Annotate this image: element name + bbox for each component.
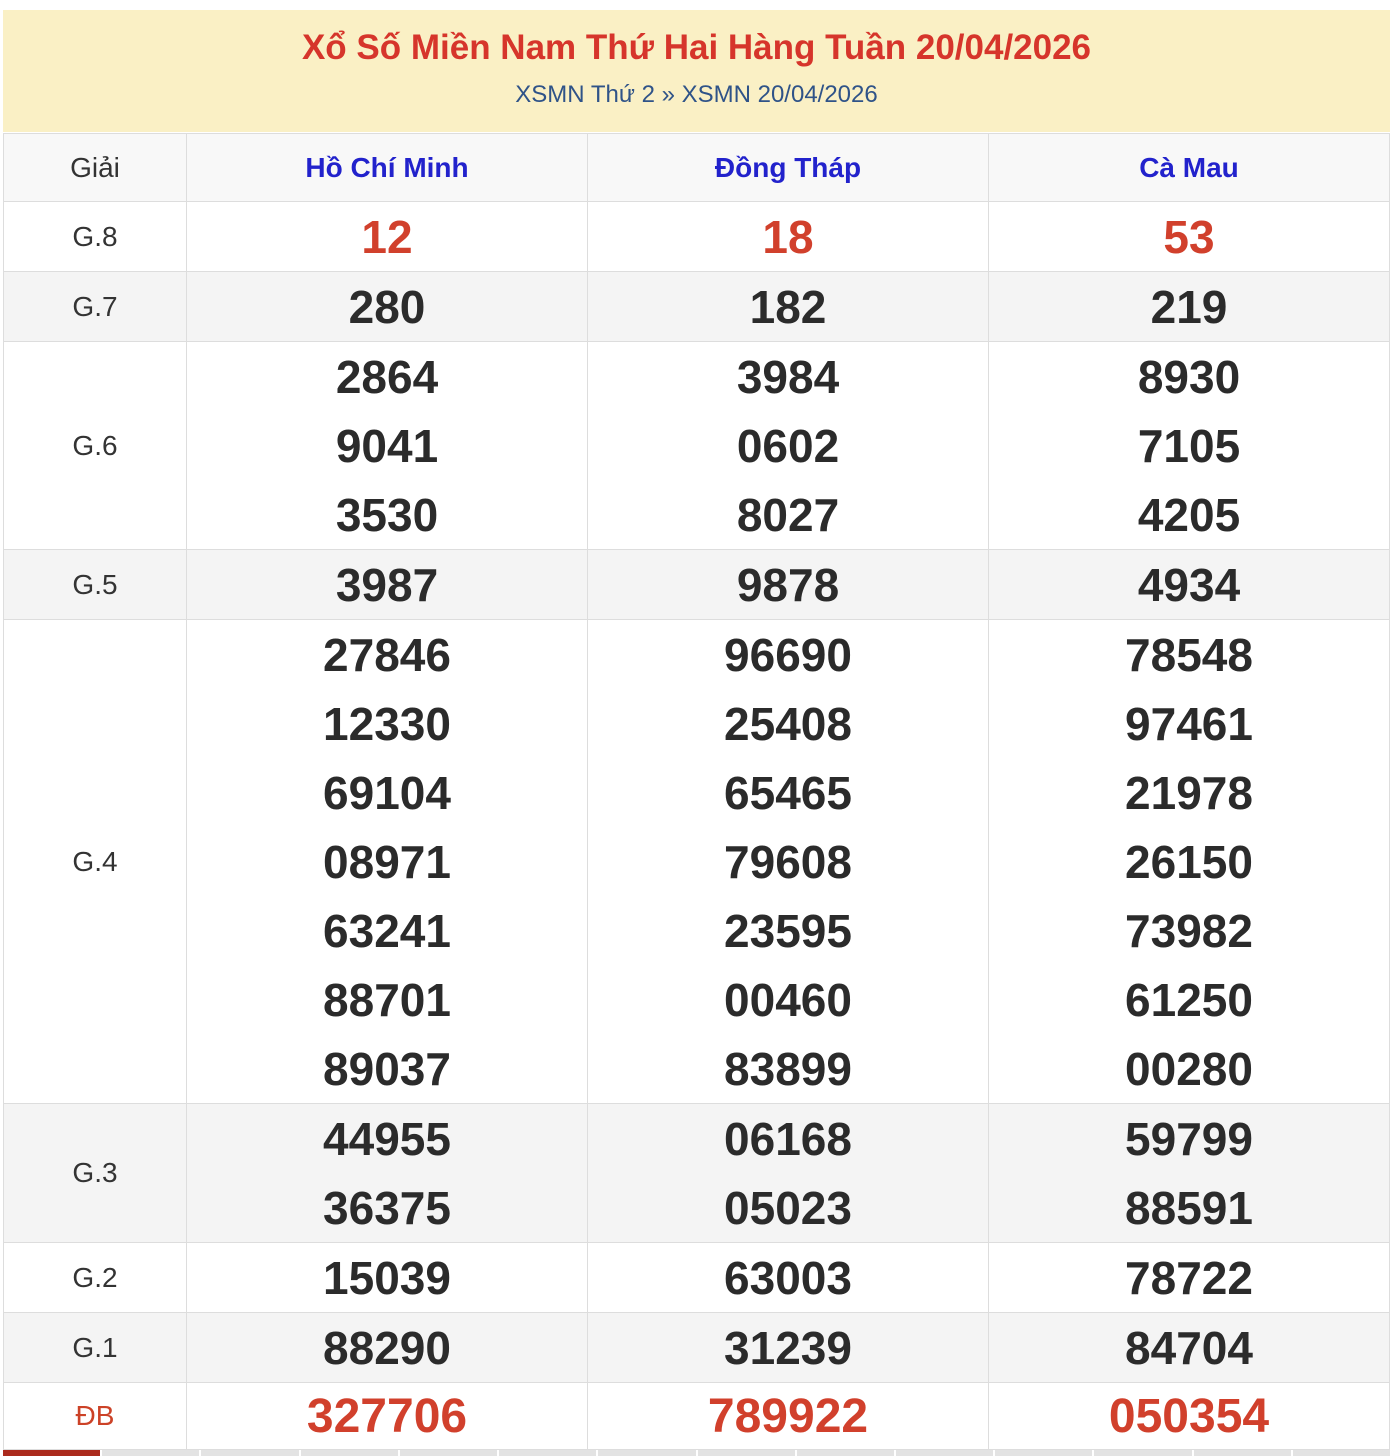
prize-row-g7 (4, 272, 1389, 342)
result-number: 00280 (1125, 1042, 1253, 1095)
result-number: 69104 (323, 766, 451, 819)
result-number: 78722 (1125, 1251, 1253, 1304)
table-header-row (4, 134, 1389, 202)
result-number: 789922 (707, 1389, 869, 1443)
result-number: 96690 (724, 628, 852, 681)
prize-column-header: Giải (4, 134, 187, 201)
result-number: 0602 (736, 419, 840, 472)
page-header-banner (3, 10, 1390, 132)
result-number: 18 (762, 210, 814, 263)
result-number: 8930 (1137, 350, 1241, 403)
result-cell-g1-province-1 (187, 1313, 588, 1382)
result-cell-g2-province-1 (187, 1243, 588, 1312)
result-cell-g3-province-3 (989, 1104, 1389, 1242)
strip-tab-4[interactable] (400, 1450, 497, 1456)
result-number: 8027 (736, 488, 840, 541)
result-number: 25408 (724, 697, 852, 750)
result-cell-db-province-1 (187, 1383, 588, 1449)
prize-row-g5 (4, 550, 1389, 620)
prize-label-g1: G.1 (4, 1313, 187, 1382)
result-number: 050354 (1108, 1389, 1270, 1443)
result-cell-g7-province-2 (588, 272, 989, 341)
result-number: 3987 (335, 558, 439, 611)
prize-label-g4: G.4 (4, 620, 187, 1103)
result-number: 88290 (323, 1321, 451, 1374)
prize-label-g2: G.2 (4, 1243, 187, 1312)
result-cell-g5-province-2 (588, 550, 989, 619)
result-number: 83899 (724, 1042, 852, 1095)
result-cell-g4-province-1 (187, 620, 588, 1103)
page-title: Xổ Số Miền Nam Thứ Hai Hàng Tuần 20/04/2026 (301, 28, 1092, 67)
result-cell-g8-province-3 (989, 202, 1389, 271)
results-table-body (4, 202, 1389, 1450)
result-number: 00460 (724, 973, 852, 1026)
strip-tab-9[interactable] (896, 1450, 993, 1456)
result-number: 06168 (724, 1112, 852, 1165)
result-number: 23595 (724, 904, 852, 957)
province-header-2: Đồng Tháp (588, 134, 989, 201)
result-cell-db-province-3 (989, 1383, 1389, 1449)
prize-label-g5: G.5 (4, 550, 187, 619)
result-cell-g8-province-1 (187, 202, 588, 271)
result-number: 78548 (1125, 628, 1253, 681)
result-number: 182 (749, 280, 827, 333)
result-number: 97461 (1125, 697, 1253, 750)
result-number: 9041 (335, 419, 439, 472)
strip-tab-1[interactable] (102, 1450, 199, 1456)
result-number: 31239 (724, 1321, 852, 1374)
strip-tab-2[interactable] (201, 1450, 298, 1456)
province-header-1: Hồ Chí Minh (187, 134, 588, 201)
bottom-strip (3, 1450, 1390, 1456)
strip-tab-13[interactable] (1293, 1450, 1390, 1456)
result-cell-g4-province-2 (588, 620, 989, 1103)
result-number: 219 (1150, 280, 1228, 333)
result-number: 4934 (1137, 558, 1241, 611)
prize-row-g6 (4, 342, 1389, 550)
result-number: 89037 (323, 1042, 451, 1095)
result-number: 53 (1163, 210, 1215, 263)
prize-label-g3: G.3 (4, 1104, 187, 1242)
result-number: 12 (361, 210, 413, 263)
prize-label-db: ĐB (4, 1383, 187, 1449)
result-number: 4205 (1137, 488, 1241, 541)
result-number: 15039 (323, 1251, 451, 1304)
result-number: 88701 (323, 973, 451, 1026)
prize-row-db (4, 1383, 1389, 1450)
result-number: 3984 (736, 350, 840, 403)
result-cell-g2-province-3 (989, 1243, 1389, 1312)
result-cell-g3-province-2 (588, 1104, 989, 1242)
strip-tab-10[interactable] (995, 1450, 1092, 1456)
province-header-3: Cà Mau (1139, 151, 1239, 183)
result-cell-g6-province-2 (588, 342, 989, 549)
result-number: 36375 (323, 1181, 451, 1234)
result-number: 63241 (323, 904, 451, 957)
result-number: 26150 (1125, 835, 1253, 888)
strip-tab-3[interactable] (301, 1450, 398, 1456)
result-number: 59799 (1125, 1112, 1253, 1165)
prize-label-g8: G.8 (4, 202, 187, 271)
result-number: 05023 (724, 1181, 852, 1234)
result-cell-g6-province-3 (989, 342, 1389, 549)
strip-tab-0[interactable] (3, 1450, 100, 1456)
result-number: 2864 (335, 350, 439, 403)
result-cell-g7-province-3 (989, 272, 1389, 341)
prize-row-g1 (4, 1313, 1389, 1383)
result-cell-g5-province-3 (989, 550, 1389, 619)
result-number: 73982 (1125, 904, 1253, 957)
result-number: 44955 (323, 1112, 451, 1165)
result-number: 84704 (1125, 1321, 1253, 1374)
strip-tab-12[interactable] (1194, 1450, 1291, 1456)
result-number: 08971 (323, 835, 451, 888)
prize-row-g2 (4, 1243, 1389, 1313)
strip-tab-11[interactable] (1094, 1450, 1191, 1456)
prize-row-g3 (4, 1104, 1389, 1243)
prize-row-g8 (4, 202, 1389, 272)
result-number: 12330 (323, 697, 451, 750)
result-number: 3530 (335, 488, 439, 541)
result-number: 88591 (1125, 1181, 1253, 1234)
result-cell-g1-province-2 (588, 1313, 989, 1382)
result-cell-g2-province-2 (588, 1243, 989, 1312)
result-number: 327706 (306, 1389, 468, 1443)
prize-label-g7: G.7 (4, 272, 187, 341)
result-number: 79608 (724, 835, 852, 888)
strip-tab-5[interactable] (499, 1450, 596, 1456)
result-cell-g8-province-2 (588, 202, 989, 271)
result-number: 9878 (736, 558, 840, 611)
result-number: 61250 (1125, 973, 1253, 1026)
result-number: 63003 (724, 1251, 852, 1304)
result-cell-g5-province-1 (187, 550, 588, 619)
result-cell-g4-province-3 (989, 620, 1389, 1103)
result-cell-g7-province-1 (187, 272, 588, 341)
result-cell-g1-province-3 (989, 1313, 1389, 1382)
result-number: 280 (348, 280, 426, 333)
result-number: 65465 (724, 766, 852, 819)
prize-label-g6: G.6 (4, 342, 187, 549)
strip-tab-7[interactable] (698, 1450, 795, 1456)
lottery-results-table (3, 133, 1390, 1450)
result-number: 21978 (1125, 766, 1253, 819)
strip-tab-6[interactable] (598, 1450, 695, 1456)
prize-row-g4 (4, 620, 1389, 1104)
result-cell-db-province-2 (588, 1383, 989, 1449)
result-number: 7105 (1137, 419, 1241, 472)
strip-tab-8[interactable] (797, 1450, 894, 1456)
result-cell-g6-province-1 (187, 342, 588, 549)
breadcrumb[interactable]: XSMN Thứ 2 » XSMN 20/04/2026 (515, 81, 878, 108)
result-cell-g3-province-1 (187, 1104, 588, 1242)
result-number: 27846 (323, 628, 451, 681)
